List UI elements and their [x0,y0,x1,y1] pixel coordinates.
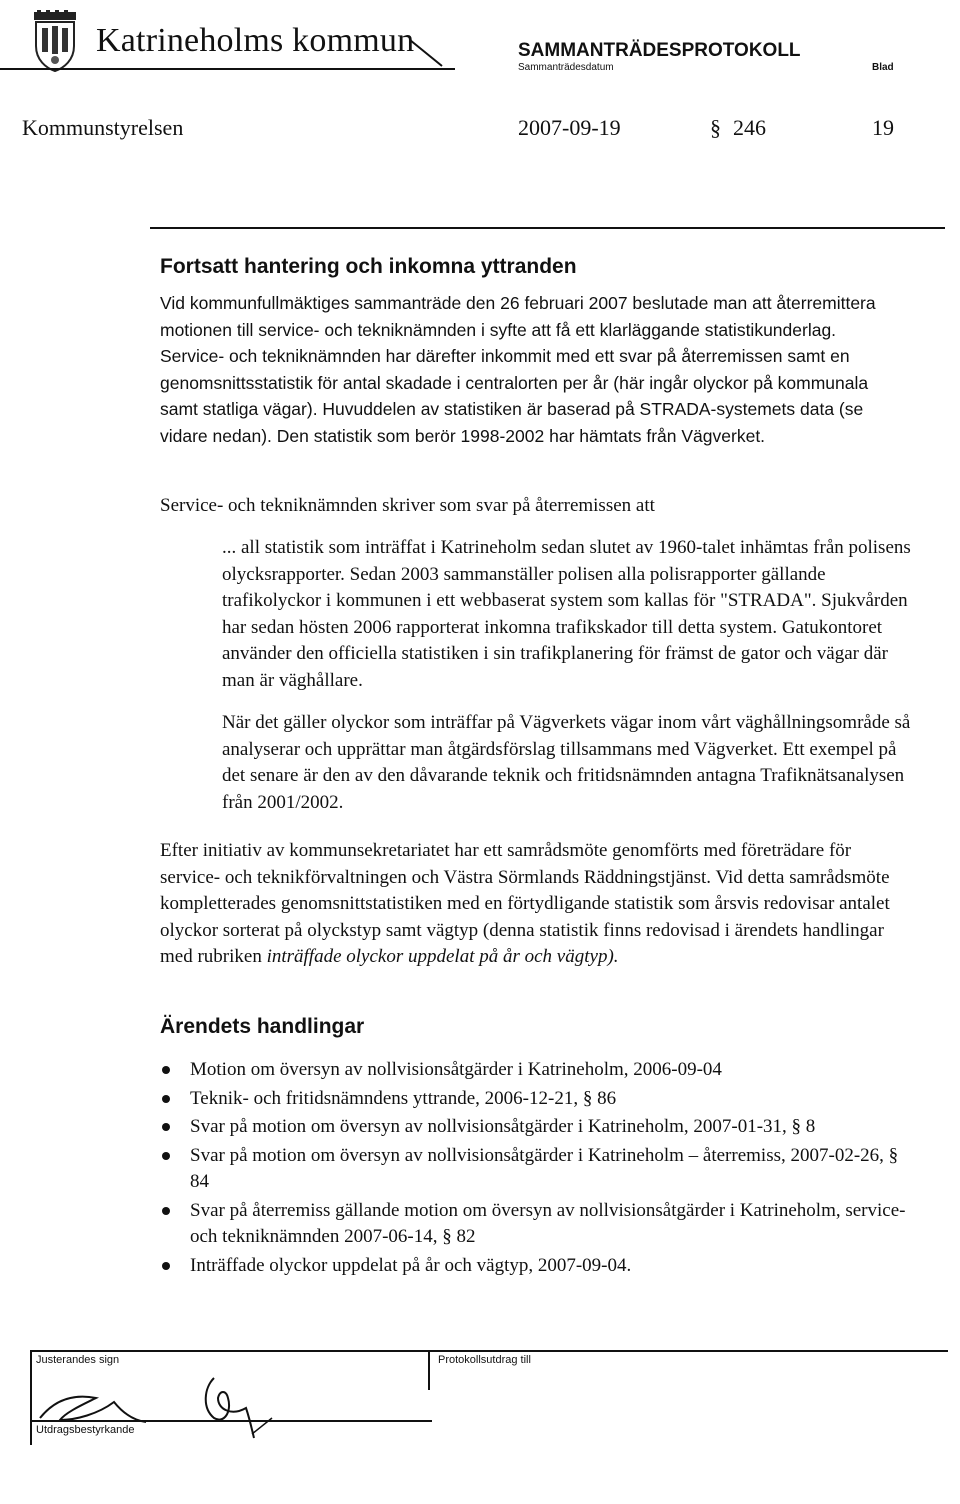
list-item [160,1114,920,1141]
list-item-text: Svar på motion om översyn av nollvisionsåtgärder i Katrineholm, 2007-01-31, § 8 [190,1116,816,1137]
bullet-icon [162,1262,170,1270]
meeting-date-label: Sammanträdesdatum [518,62,614,73]
content-top-rule [150,227,945,229]
paragraph-background: Vid kommunfullmäktiges sammanträde den 26 februari 2007 beslutade man att återremittera motionen till service- och tekniknämnden i syfte att få ett klarläggande statistikunderlag. Service- och tekniknämnden har därefter inkommit med ett svar på återremissen samt en genomsnittsstatistik för antal skadade i centralorten per år (här ingår olyckor på kommunala samt statliga vägar). Huvuddelen av statistiken är baserad på STRADA-systemets data (se vidare nedan). Den statistik som berör 1998-2002 har hämtats från Vägverket. [160,293,876,446]
bullet-icon [162,1095,170,1103]
bullet-icon [162,1152,170,1160]
list-item-text: Motion om översyn av nollvisionsåtgärder i Katrineholm, 2006-09-04 [190,1059,722,1080]
page-label: Blad [872,62,894,73]
document-list [160,1057,920,1281]
paragraph-sign: § [710,115,721,140]
list-item [160,1057,920,1084]
signature-box-left-rule [30,1350,32,1445]
copy-box-top-rule [428,1350,948,1352]
bullet-icon [162,1123,170,1131]
section-heading-responses: Fortsatt hantering och inkomna yttranden [160,255,577,278]
list-item-text: Svar på återremiss gällande motion om översyn av nollvisionsåtgärder i Katrineholm, service- och tekniknämnden 2007-06-14, § 82 [190,1199,906,1247]
block-quote-statistics: ... all statistik som inträffat i Katrineholm sedan slutet av 1960-talet inhämtas från polisens olycksrapporter. Sedan 2003 sammanställer polisen alla polisrapporter gällande trafikolyckor i kommunen i ett webbaserat system som kallas för "STRADA". Sjukvården har sedan hösten 2006 rapporterat inkomna trafikskador till detta system. Gatukontoret använder den officiella statistiken i sin trafikplanering för främst de gator och vägar där man är väghållare. [222,537,911,691]
header-slash-mark [408,38,448,68]
block-quote-road-authority: När det gäller olyckor som inträffar på Vägverkets vägar inom vårt väghållningsområde så analyserar och upprättar man åtgärdsförslag tillsammans med Vägverket. Ett exempel på det senare är den av den dåvarande teknik och fritidsnämnden antagna Trafiknätsanalysen från 2001/2002. [222,712,911,813]
signature-label: Justerandes sign [36,1354,120,1366]
municipality-name: Katrineholms kommun [96,22,415,59]
meeting-date: 2007-09-19 [518,115,621,140]
committee-name: Kommunstyrelsen [22,115,184,140]
header-underline [0,68,455,70]
copy-box-left-rule [428,1350,430,1390]
paragraph-consultation [160,838,900,971]
paragraph-number: 246 [733,115,766,140]
list-item [160,1198,920,1251]
paragraph-intro-quote: Service- och tekniknämnden skriver som svar på återremissen att [160,495,655,516]
list-item [160,1086,920,1113]
bullet-icon [162,1207,170,1215]
page-number: 19 [872,115,894,140]
protocol-extract-recipients-label: Protokollsutdrag till [438,1354,531,1366]
signature-box-top-rule [30,1350,432,1352]
list-item [160,1143,920,1196]
bullet-icon [162,1066,170,1074]
list-item-text: Teknik- och fritidsnämndens yttrande, 2006-12-21, § 86 [190,1087,617,1109]
extract-certification-label: Utdragsbestyrkande [36,1424,135,1436]
protocol-title: SAMMANTRÄDESPROTOKOLL [518,40,801,61]
list-item-text: Svar på motion om översyn av nollvisionsåtgärder i Katrineholm – återremiss, 2007-02-26, § 84 [190,1144,899,1192]
section-heading-documents: Ärendets handlingar [160,1015,365,1038]
list-item-text: Inträffade olyckor uppdelat på år och vägtyp, 2007-09-04. [190,1254,632,1276]
paragraph-consultation-italic: inträffade olyckor uppdelat på år och vägtyp). [266,946,619,967]
paragraph-consultation-text: Efter initiativ av kommunsekretariatet har ett samrådsmöte genomförts med företrädare för service- och teknikförvaltningen och Västra Sörmlands Räddningstjänst. Vid detta samrådsmöte kompletterades genomsnittstatistiken med en förtydligande statistik som årsvis redovisar antalet olyckor sorterat på olyckstyp samt vägtyp (denna statistik finns redovisad i ärendets handlingar med rubriken [160,840,890,967]
municipal-coat-of-arms-icon [28,10,82,72]
list-item [160,1253,920,1280]
